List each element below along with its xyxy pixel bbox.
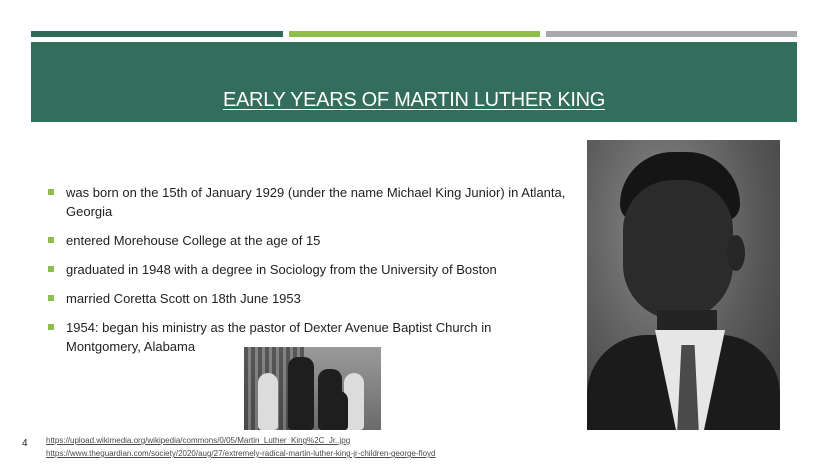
bullet-text: was born on the 15th of January 1929 (under the name Michael King Junior) in Atlanta, Georgia [66,185,566,219]
slide-title: EARLY YEARS OF MARTIN LUTHER KING [222,89,606,111]
title-band [31,42,797,122]
square-bullet-icon [48,295,54,301]
accent-stripe-gray [546,31,797,37]
child-figure [258,373,278,430]
accent-stripe-light-green [289,31,540,37]
slide-number: 4 [22,438,28,449]
family-photo [244,347,381,430]
bullet-list [48,183,568,366]
bullet-text: 1954: began his ministry as the pastor of Dexter Avenue Baptist Church in Montgomery, Alabama [66,320,492,354]
square-bullet-icon [48,266,54,272]
square-bullet-icon [48,324,54,330]
square-bullet-icon [48,237,54,243]
bullet-text: entered Morehouse College at the age of 15 [66,233,321,248]
person-figure [288,357,314,430]
bullet-text: graduated in 1948 with a degree in Sociology from the University of Boston [66,262,497,277]
portrait-photo [587,140,780,430]
bullet-item [48,289,568,308]
child-figure [330,391,348,430]
source-link-wikimedia[interactable]: https://upload.wikimedia.org/wikipedia/commons/0/05/Martin_Luther_King%2C_Jr..jpg [46,436,351,445]
bullet-item [48,231,568,250]
bullet-item [48,183,568,221]
accent-stripe-dark-green [31,31,283,37]
square-bullet-icon [48,189,54,195]
bullet-text: married Coretta Scott on 18th June 1953 [66,291,301,306]
bullet-item [48,260,568,279]
source-link-guardian[interactable]: https://www.theguardian.com/society/2020/aug/27/extremely-radical-martin-luther-king-jr-children-george-floyd [46,449,436,458]
